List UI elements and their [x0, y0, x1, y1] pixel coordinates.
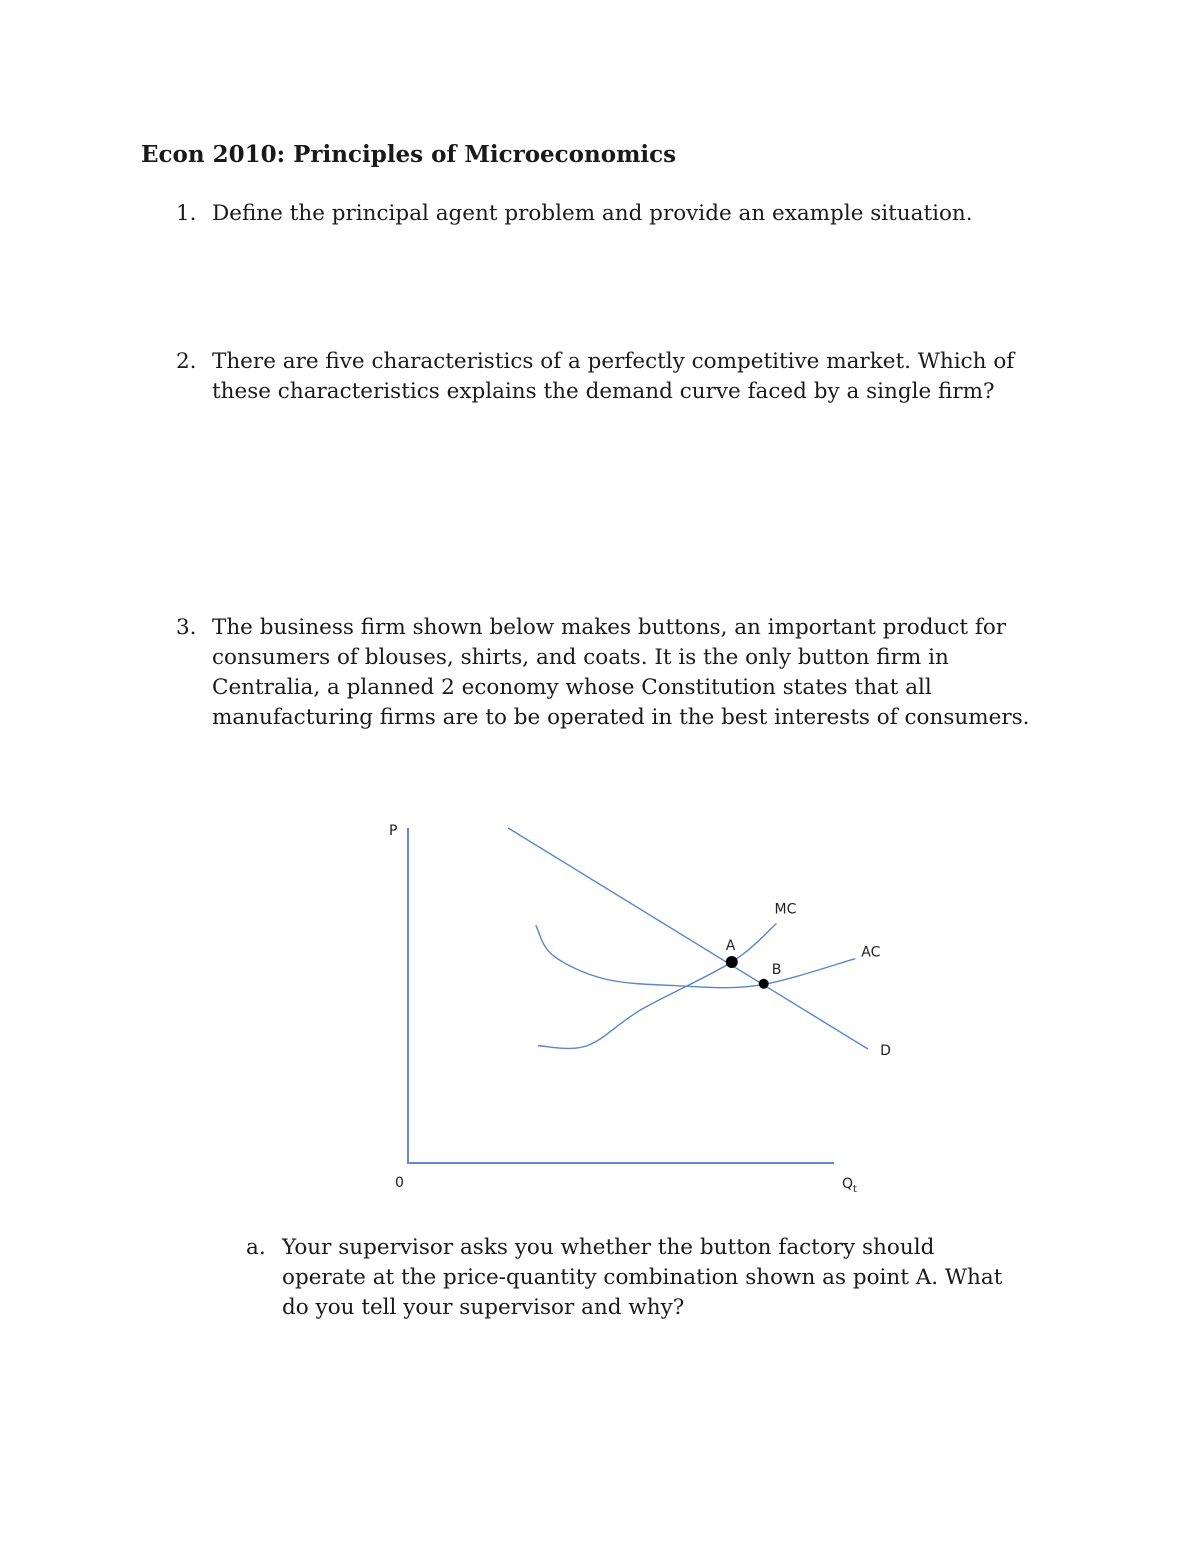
points-layer: [726, 956, 769, 989]
curve-d: [508, 828, 868, 1049]
x-axis-label-subscript: t: [853, 1184, 857, 1195]
question-number: 3.: [176, 615, 197, 640]
curve-label-mc: MC: [774, 901, 797, 918]
question-text: Your supervisor asks you whether the button factory should operate at the price-quantity combination shown as point A. What do you tell your supervisor and why?: [282, 1235, 1003, 1320]
question-text: There are five characteristics of a perfectly competitive market. Which of these characteristics explains the demand curve faced by a single firm?: [212, 349, 1015, 404]
x-axis-label: [842, 1176, 857, 1195]
point-label-b: B: [771, 961, 782, 978]
question-1: [176, 199, 1076, 229]
x-axis-label-main: Q: [842, 1176, 854, 1192]
series-layer: [508, 828, 868, 1049]
question-3: [176, 613, 1076, 733]
question-text: Define the principal agent problem and provide an example situation.: [212, 201, 973, 226]
question-3a: [246, 1233, 1046, 1323]
question-2: [176, 347, 1076, 407]
question-text: The business firm shown below makes buttons, an important product for consumers of blouses, shirts, and coats. It is the only button firm in Centralia, a planned 2 economy whose Constitution states that all manufacturing firms are to be operated in the best interests of consumers.: [212, 615, 1030, 730]
origin-label: 0: [395, 1175, 404, 1191]
curve-label-d: D: [880, 1043, 891, 1060]
labels-layer: [726, 901, 891, 1059]
question-number: 2.: [176, 349, 197, 374]
curve-label-ac: AC: [861, 944, 881, 961]
y-axis-label: P: [389, 823, 398, 839]
question-number: 1.: [176, 201, 197, 226]
point-b: [759, 979, 769, 989]
question-number: a.: [246, 1235, 266, 1260]
cost-demand-chart: [370, 808, 910, 1203]
page-title: Econ 2010: Principles of Microeconomics: [141, 141, 677, 168]
point-label-a: A: [725, 938, 736, 954]
curve-ac: [536, 925, 856, 988]
curve-mc: [538, 923, 777, 1048]
point-a: [726, 956, 738, 968]
